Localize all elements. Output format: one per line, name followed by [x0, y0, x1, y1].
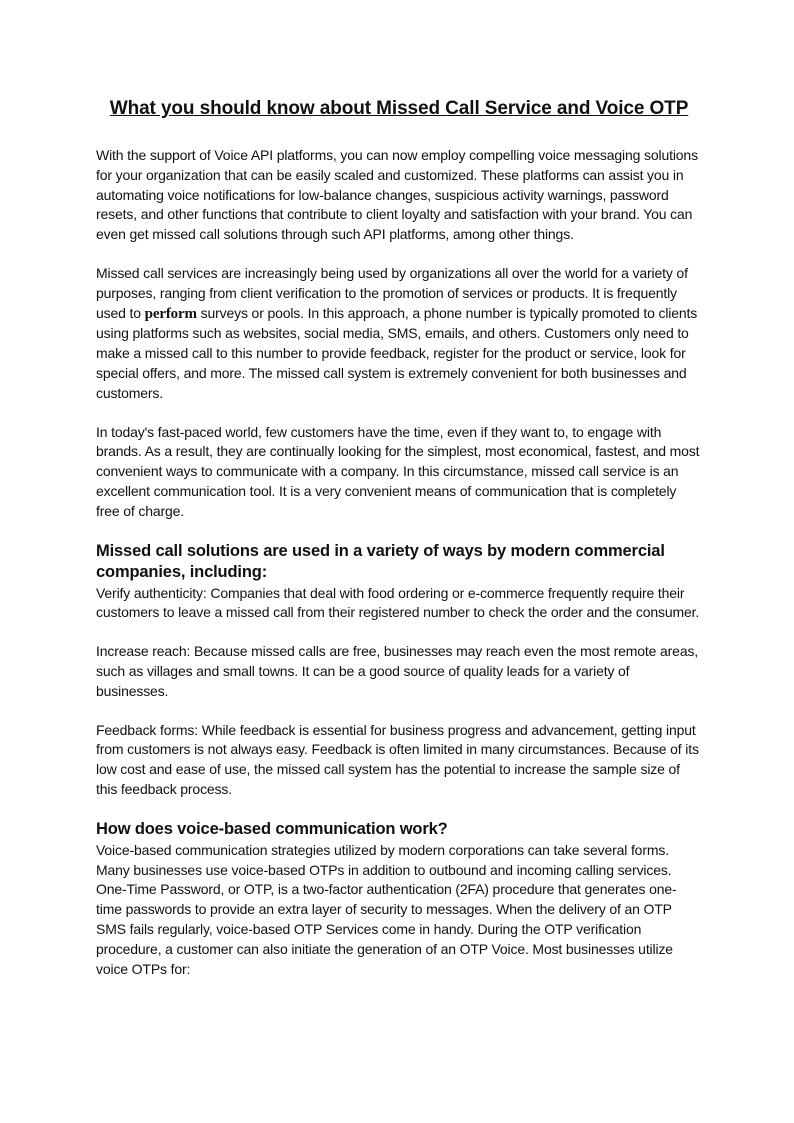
fast-paced-world-paragraph: In today's fast-paced world, few customers have the time, even if they want to, to engage with brands. As a result, they are continually looking for the simplest, most economical, fastest, and most convenient ways to communicate with a company. In this circumstance, missed call service is an excellent communication tool. It is a very convenient means of communication that is completely free of charge. — [96, 423, 700, 519]
voice-communication-paragraph: Voice-based communication strategies utilized by modern corporations can take several forms. Many businesses use voice-based OTPs in addition to outbound and incoming calling services. One-Time Password, or OTP, is a two-factor authentication (2FA) procedure that generates one-time passwords to provide an extra layer of security to messages. When the delivery of an OTP SMS fails regularly, voice-based OTP Services come in handy. During the OTP verification procedure, a customer can also initiate the generation of an OTP Voice. Most businesses utilize voice OTPs for: — [96, 841, 677, 977]
section-heading-missed-call-uses: Missed call solutions are used in a variety of ways by modern commercial companies, including: — [96, 541, 665, 581]
missed-call-services-paragraph — [96, 264, 702, 404]
list-item: Verify authenticity: Companies that deal with food ordering or e-commerce frequently require their customers to leave a missed call from their registered number to check the order and the consumer. — [96, 584, 700, 621]
document-page — [96, 96, 702, 998]
intro-paragraph: With the support of Voice API platforms, you can now employ compelling voice messaging solutions for your organization that can be easily scaled and customized. These platforms can assist you in automating voice notifications for low-balance changes, suspicious activity warnings, password resets, and other functions that contribute to client loyalty and satisfaction with your brand. You can even get missed call solutions through such API platforms, among other things. — [96, 147, 698, 243]
section-heading-voice-communication: How does voice-based communication work? — [96, 819, 448, 838]
list-item: Increase reach: Because missed calls are free, businesses may reach even the most remote areas, such as villages and small towns. It can be a good source of quality leads for a variety of businesses. — [96, 643, 699, 699]
paragraph-text-start: Missed call services are increasingly being used by organizations all over the world for a variety of purposes, ranging from client verification to the promotion of services or products. It is frequently used to — [96, 264, 688, 321]
list-item: Feedback forms: While feedback is essential for business progress and advancement, getting input from customers is not always easy. Feedback is often limited in many circumstances. Because of its low cost and ease of use, the missed call system has the potential to increase the sample size of this feedback process. — [96, 721, 699, 797]
paragraph-text-end: surveys or pools. In this approach, a phone number is typically promoted to clients using platforms such as websites, social media, SMS, emails, and others. Customers only need to make a missed call to this number to provide feedback, register for the product or service, look for special offers, and more. The missed call system is extremely convenient for both businesses and customers. — [96, 304, 698, 401]
document-title: What you should know about Missed Call Service and Voice OTP — [109, 98, 689, 119]
emphasized-word: perform — [144, 305, 197, 322]
